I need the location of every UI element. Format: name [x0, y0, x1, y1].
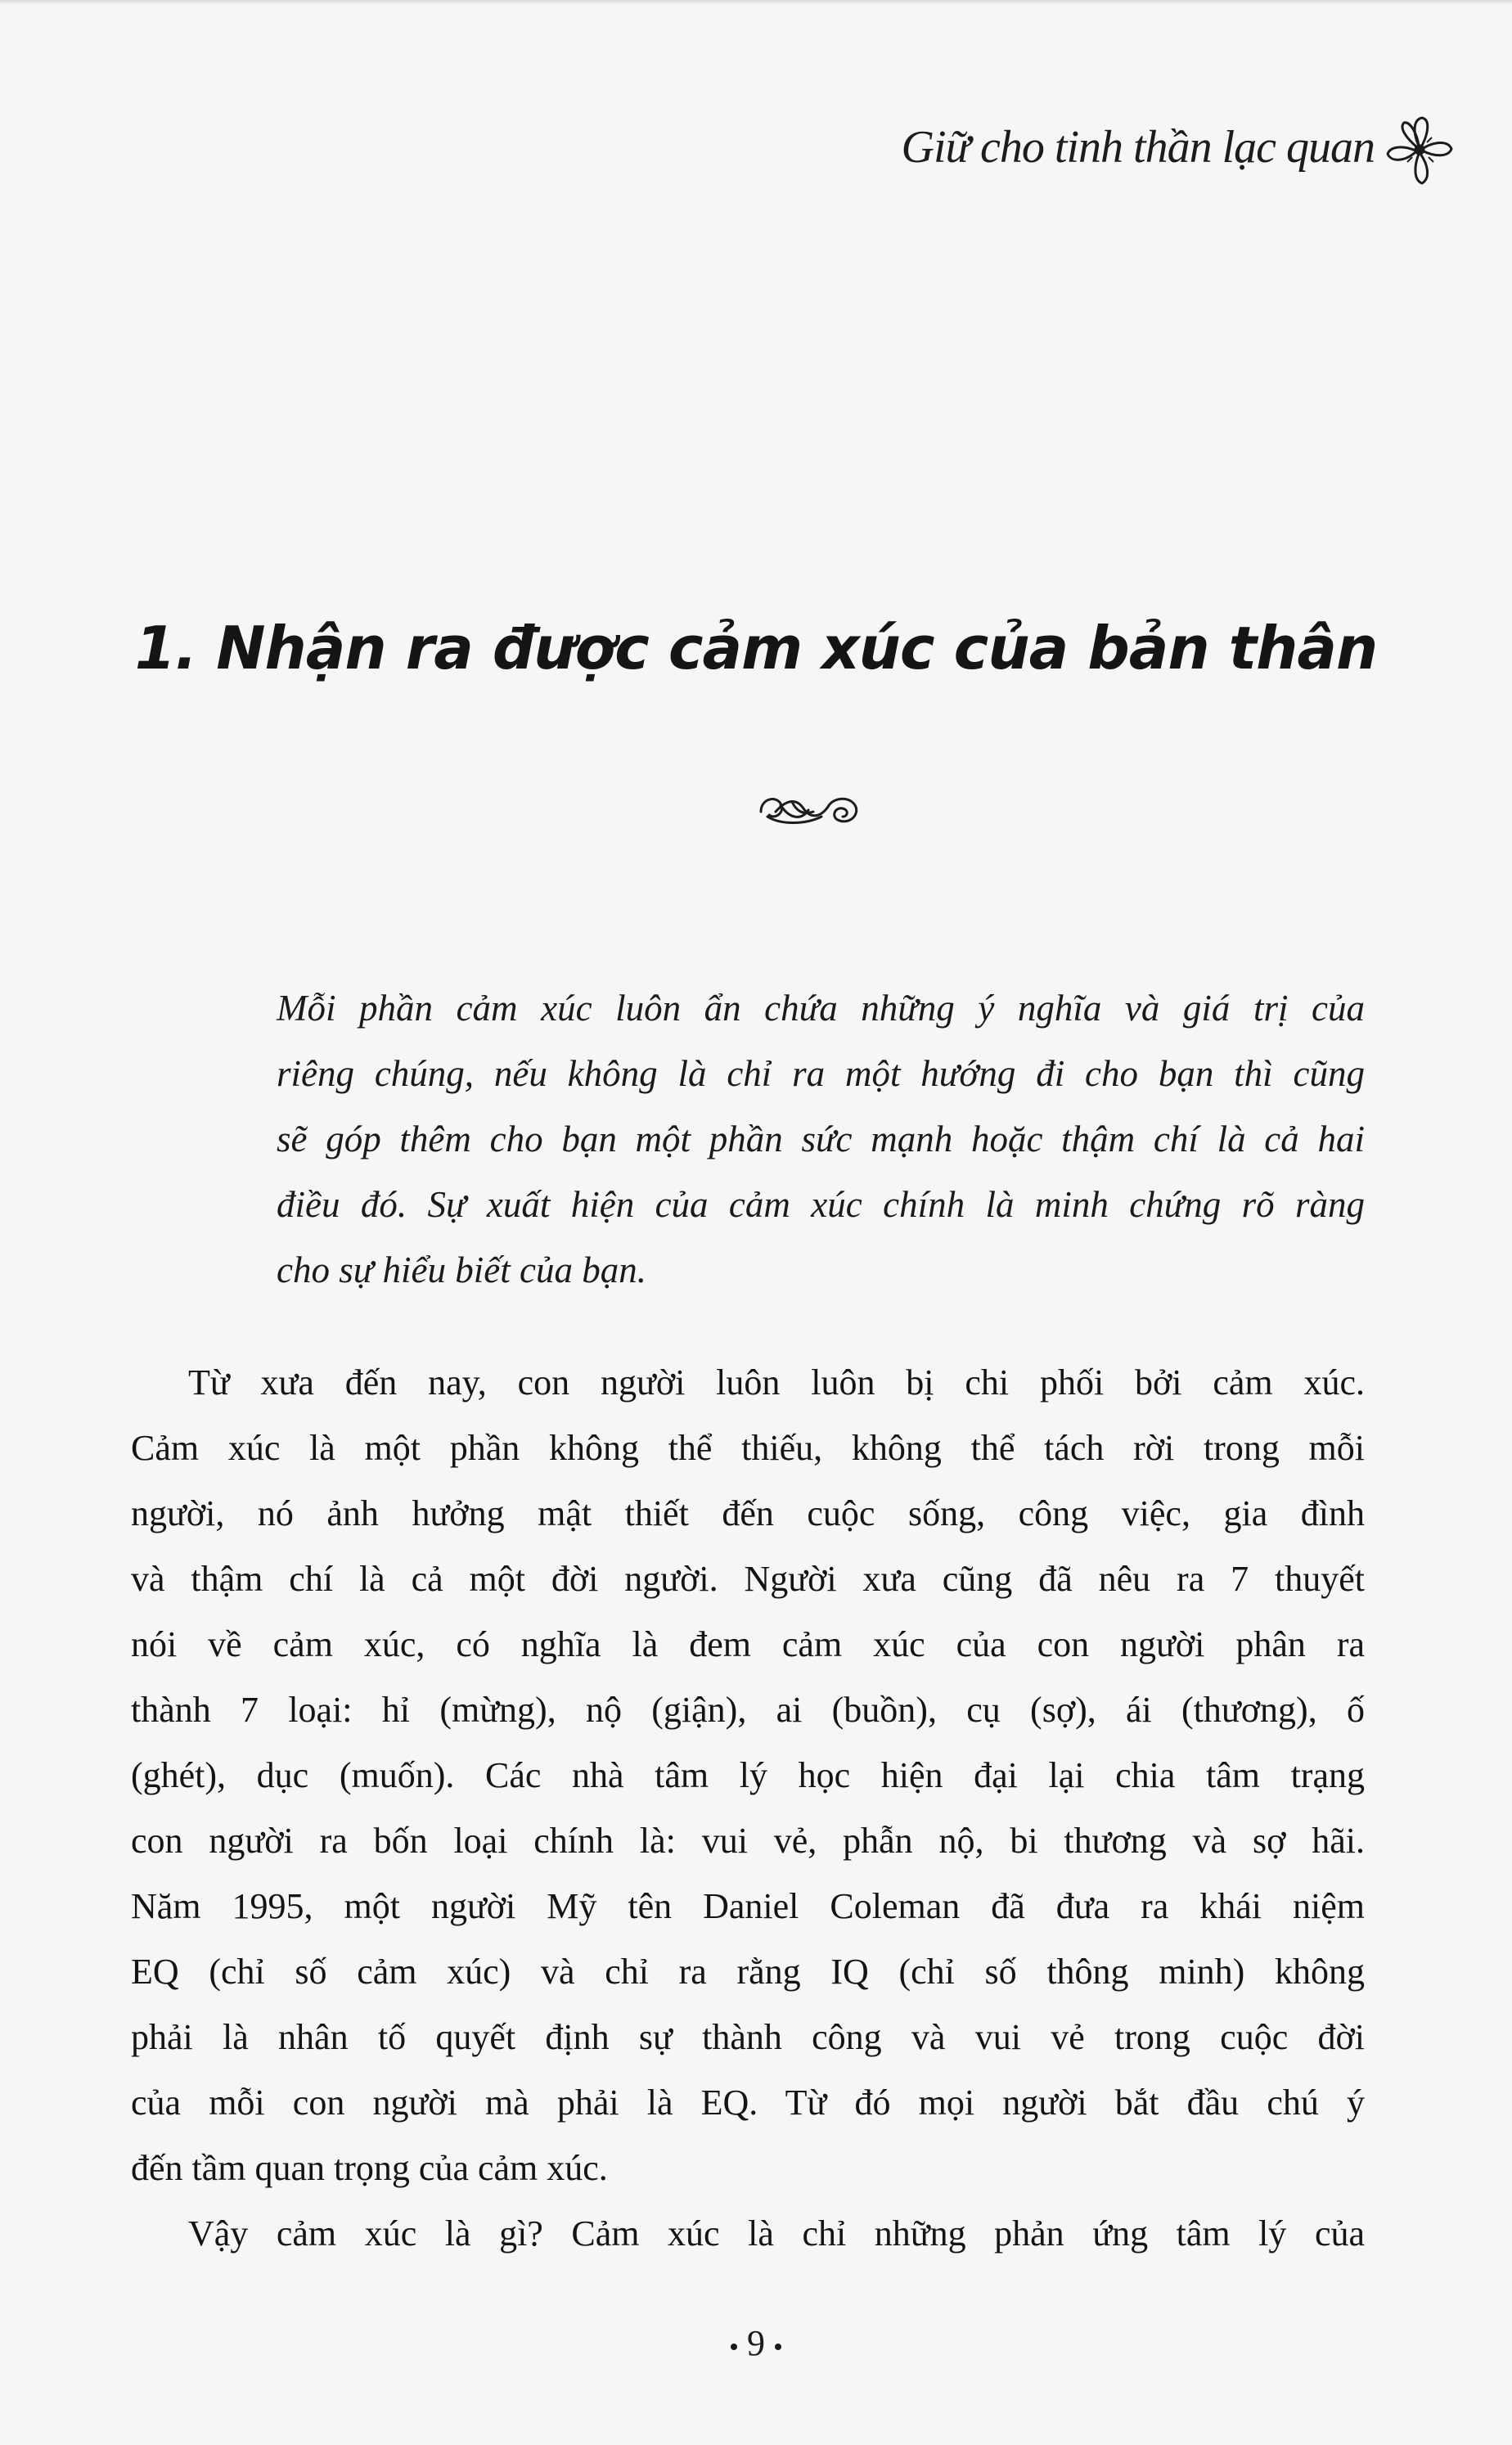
body-line: nói về cảm xúc, có nghĩa là đem cảm xúc của con người phân ra: [131, 1624, 1365, 1664]
body-line: EQ (chỉ số cảm xúc) và chỉ ra rằng IQ (chỉ số thông minh) không: [131, 1952, 1365, 1992]
page-number-dot: [731, 2344, 737, 2350]
body-line: thành 7 loại: hỉ (mừng), nộ (giận), ai (buồn), cụ (sợ), ái (thương), ố: [131, 1690, 1365, 1730]
intro-line: cho sự hiểu biết của bạn.: [277, 1250, 646, 1290]
body-line: (ghét), dục (muốn). Các nhà tâm lý học hiện đại lại chia tâm trạng: [131, 1755, 1365, 1795]
flower-icon: [1381, 113, 1456, 188]
chapter-title: 1. Nhận ra được cảm xúc của bản thân: [134, 614, 1378, 682]
body-line: con người ra bốn loại chính là: vui vẻ, phẫn nộ, bi thương và sợ hãi.: [131, 1821, 1365, 1861]
scan-edge: [0, 0, 1512, 5]
body-line: và thậm chí là cả một đời người. Người xưa cũng đã nêu ra 7 thuyết: [131, 1559, 1365, 1599]
body-line: Cảm xúc là một phần không thể thiếu, không thể tách rời trong mỗi: [131, 1428, 1365, 1468]
body-line: của mỗi con người mà phải là EQ. Từ đó mọi người bắt đầu chú ý: [131, 2083, 1365, 2123]
running-header-title: Giữ cho tinh thần lạc quan: [901, 122, 1375, 173]
page-number: [0, 2322, 1512, 2364]
body-line: phải là nhân tố quyết định sự thành công và vui vẻ trong cuộc đời: [131, 2017, 1365, 2057]
intro-line: riêng chúng, nếu không là chỉ ra một hướng đi cho bạn thì cũng: [277, 1053, 1365, 1094]
intro-line: sẽ góp thêm cho bạn một phần sức mạnh hoặc thậm chí là cả hai: [277, 1119, 1365, 1159]
body-line: Từ xưa đến nay, con người luôn luôn bị chi phối bởi cảm xúc.: [188, 1362, 1365, 1403]
body-line: Năm 1995, một người Mỹ tên Daniel Coleman đã đưa ra khái niệm: [131, 1886, 1365, 1926]
body-line: Vậy cảm xúc là gì? Cảm xúc là chỉ những phản ứng tâm lý của: [188, 2213, 1365, 2254]
page-number-value: 9: [747, 2323, 765, 2363]
intro-line: Mỗi phần cảm xúc luôn ẩn chứa những ý nghĩa và giá trị của: [277, 988, 1365, 1029]
intro-line: điều đó. Sự xuất hiện của cảm xúc chính là minh chứng rõ ràng: [277, 1184, 1365, 1225]
body-text: [131, 1350, 1365, 2267]
page-number-dot: [775, 2344, 781, 2350]
body-line: đến tầm quan trọng của cảm xúc.: [131, 2148, 608, 2188]
scroll-ornament-icon: [756, 787, 862, 831]
intro-paragraph: [277, 975, 1365, 1303]
running-header: [884, 121, 1456, 195]
body-line: người, nó ảnh hưởng mật thiết đến cuộc sống, công việc, gia đình: [131, 1493, 1365, 1533]
